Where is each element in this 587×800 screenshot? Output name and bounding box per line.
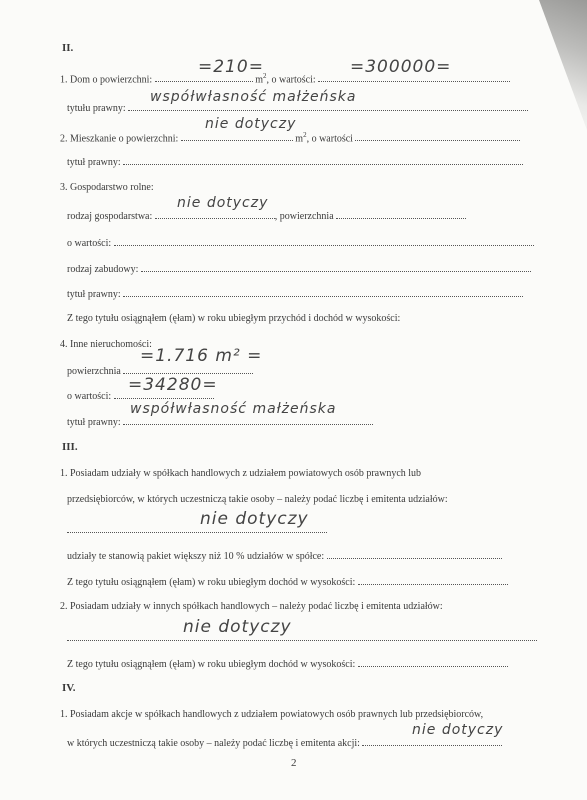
page-corner-fold	[527, 0, 587, 130]
farm-building-row	[67, 262, 531, 276]
farm-value-label: o wartości:	[67, 238, 112, 249]
other-property-heading: 4. Inne nieruchomości:	[60, 339, 152, 350]
flat-area-label: 2. Mieszkanie o powierzchni:	[60, 133, 179, 145]
section-ii-heading: II.	[62, 42, 74, 54]
house-area-value: =210=	[198, 57, 264, 77]
other-title-value: współwłasność małżeńska	[130, 401, 337, 417]
farm-value-row	[67, 236, 534, 250]
shares-package-label: udziały te stanowią pakiet większy niż 10 % udziałów w spółce:	[67, 551, 325, 562]
page-number: 2	[291, 757, 297, 769]
other-shares-answer-value: nie dotyczy	[183, 617, 292, 637]
farm-income-text: Z tego tytułu osiągnąłem (ęłam) w roku ubiegłym przychód i dochód w wysokości:	[67, 313, 401, 324]
shares-income-label: Z tego tytułu osiągnąłem (ęłam) w roku ubiegłym dochód w wysokości:	[67, 577, 356, 588]
farm-area-field[interactable]	[336, 209, 466, 219]
other-shares-income-label: Z tego tytułu osiągnąłem (ęłam) w roku ubiegłym dochód w wysokości:	[67, 659, 356, 670]
other-value-label: o wartości:	[67, 391, 112, 402]
shares-income-row	[67, 575, 508, 589]
stock-intro-line2: w których uczestniczą takie osoby – należy podać liczbę i emitenta akcji:	[67, 738, 360, 749]
flat-title-label: tytuł prawny:	[67, 157, 121, 168]
stock-intro-row	[67, 736, 502, 750]
farm-title-row	[67, 287, 523, 301]
farm-building-field[interactable]	[141, 262, 531, 272]
farm-building-label: rodzaj zabudowy:	[67, 264, 139, 275]
house-value-value: =300000=	[350, 57, 452, 77]
flat-title-row	[67, 155, 523, 169]
farm-heading: 3. Gospodarstwo rolne:	[60, 182, 154, 193]
flat-area-field[interactable]	[181, 131, 293, 141]
flat-value-label: , o wartości	[306, 133, 353, 145]
house-title-label: tytułu prawny:	[67, 103, 126, 114]
unit-sup: 2	[262, 72, 267, 80]
other-value-value: =34280=	[128, 375, 218, 395]
shares-income-field[interactable]	[358, 575, 508, 585]
unit-sup: 2	[303, 131, 307, 139]
farm-title-label: tytuł prawny:	[67, 289, 121, 300]
shares-package-field[interactable]	[327, 549, 502, 559]
stock-answer-value: nie dotyczy	[412, 722, 504, 738]
house-value-label: , o wartości:	[266, 74, 316, 86]
stock-intro-line1: 1. Posiadam akcje w spółkach handlowych z udziałem powiatowych osób prawnych lub przedsiębiorców,	[60, 709, 484, 720]
farm-title-field[interactable]	[123, 287, 523, 297]
shares-package-row	[67, 549, 502, 563]
section-iii-heading: III.	[62, 441, 78, 453]
flat-area-unit: m	[295, 133, 304, 145]
farm-type-label: rodzaj gospodarstwa:	[67, 211, 153, 222]
flat-value-field[interactable]	[355, 131, 520, 141]
other-area-value: =1.716 m² =	[140, 346, 263, 366]
other-title-label: tytuł prawny:	[67, 417, 121, 428]
shares-intro-line1: 1. Posiadam udziały w spółkach handlowych z udziałem powiatowych osób prawnych lub	[60, 468, 422, 479]
house-title-value: współwłasność małżeńska	[150, 89, 357, 105]
other-shares-income-field[interactable]	[358, 657, 508, 667]
farm-type-row	[67, 209, 466, 223]
farm-value-field[interactable]	[114, 236, 534, 246]
other-shares-intro: 2. Posiadam udziały w innych spółkach handlowych – należy podać liczbę i emitenta udziałów:	[60, 601, 443, 612]
shares-intro-line2: przedsiębiorców, w których uczestniczą takie osoby – należy podać liczbę i emitenta udziałów:	[67, 494, 448, 505]
other-title-row	[67, 415, 373, 429]
farm-area-label: , powierzchnia	[274, 211, 334, 222]
other-shares-answer-field[interactable]	[67, 631, 537, 641]
other-area-label: powierzchnia	[67, 366, 121, 377]
farm-type-value: nie dotyczy	[177, 195, 269, 211]
shares-answer-value: nie dotyczy	[200, 509, 309, 529]
other-shares-answer-row	[67, 631, 537, 645]
other-shares-income-row	[67, 657, 508, 671]
house-area-label: 1. Dom o powierzchni:	[60, 74, 153, 86]
section-iv-heading: IV.	[62, 682, 76, 694]
house-area-unit: m	[255, 74, 263, 86]
flat-area-value: nie dotyczy	[205, 116, 297, 132]
flat-title-field[interactable]	[123, 155, 523, 165]
